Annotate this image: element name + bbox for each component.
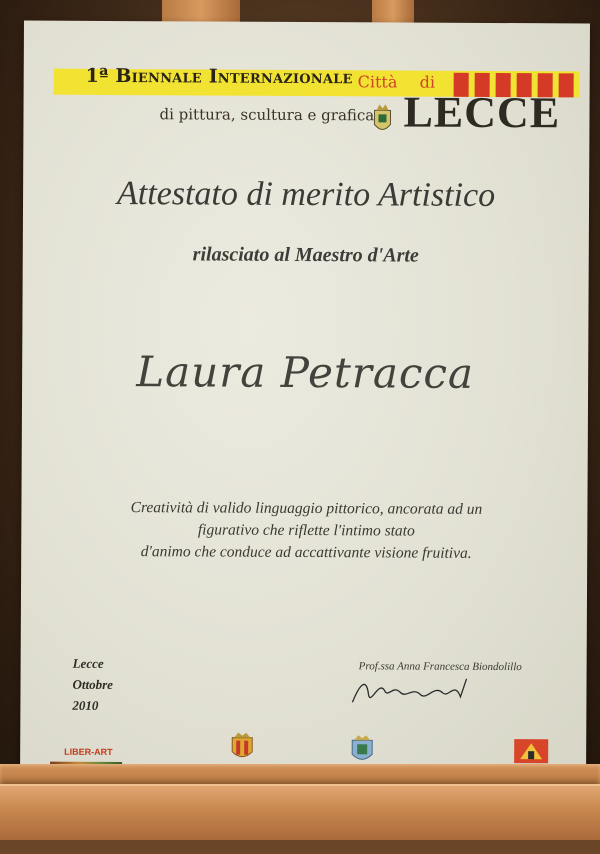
- month: Ottobre: [72, 676, 114, 692]
- comune-emblem-icon: [350, 734, 374, 766]
- easel-shelf: [0, 784, 600, 842]
- motivation-line: figurativo che riflette l'intimo stato: [197, 521, 415, 540]
- lecce-crest-icon: [371, 102, 393, 136]
- year: 2010: [72, 697, 99, 713]
- place: Lecce: [72, 655, 104, 671]
- signer-name: Prof.ssa Anna Francesca Biondolillo: [358, 660, 522, 674]
- issued-to-line: rilasciato al Maestro d'Arte: [192, 243, 419, 267]
- biennale-title: 1ª Biennale Internazionale: [85, 64, 353, 89]
- association-logo-icon: [514, 739, 548, 763]
- certificate-paper: [20, 21, 590, 784]
- provincia-emblem-icon: [230, 732, 254, 764]
- lecce-logo-text: LECCE: [403, 87, 561, 138]
- liberart-logo-text: LIBER-ART: [64, 746, 113, 757]
- biennale-subtitle: di pittura, scultura e grafica: [159, 105, 375, 125]
- motivation-text: [81, 497, 531, 565]
- recipient-name: Laura Petracca: [136, 347, 475, 398]
- certificate-title: Attestato di merito Artistico: [116, 175, 496, 214]
- handwritten-signature: [348, 672, 478, 709]
- easel-ledge: [0, 764, 600, 786]
- motivation-line: d'animo che conduce ad accattivante visione fruitiva.: [140, 543, 472, 562]
- motivation-line: Creatività di valido linguaggio pittorico, ancorata ad un: [130, 499, 483, 518]
- floor: [0, 840, 600, 854]
- place-date: [72, 653, 113, 716]
- citta-label: Città: [357, 72, 398, 92]
- di-label: di: [419, 72, 436, 92]
